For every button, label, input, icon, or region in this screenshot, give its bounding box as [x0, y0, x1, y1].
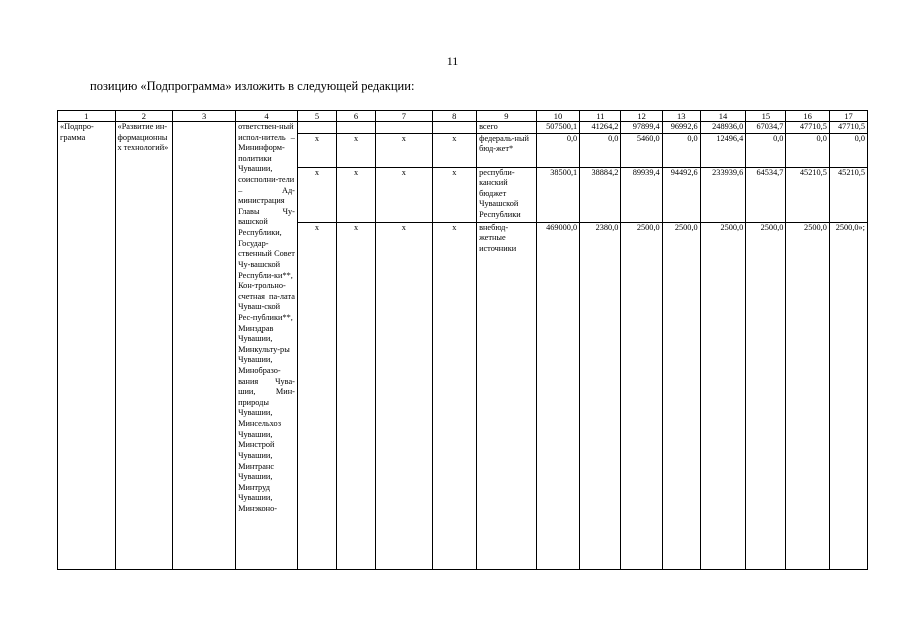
value-cell: 507500,1 [536, 122, 579, 134]
cell-x: x [297, 133, 336, 167]
value-cell: 2500,0 [746, 222, 786, 569]
value-cell: 233939,6 [700, 167, 746, 222]
value-cell: 0,0 [786, 133, 829, 167]
header-cell: 3 [173, 111, 236, 122]
value-cell: 64534,7 [746, 167, 786, 222]
cell-x: x [297, 222, 336, 569]
program-label: «Подпро-грамма [58, 122, 116, 570]
value-cell: 2500,0 [786, 222, 829, 569]
header-cell: 9 [477, 111, 537, 122]
value-cell: 469000,0 [536, 222, 579, 569]
cell-x: x [337, 222, 376, 569]
value-cell: 5460,0 [621, 133, 662, 167]
header-cell: 1 [58, 111, 116, 122]
header-cell: 8 [432, 111, 477, 122]
table-row [58, 122, 868, 134]
value-cell: 12496,4 [700, 133, 746, 167]
value-cell: 0,0 [580, 133, 621, 167]
cell-x [337, 122, 376, 134]
value-cell: 47710,5 [829, 122, 867, 134]
funding-source: республи-канский бюджет Чувашской Республики [477, 167, 537, 222]
executors-cell [236, 122, 298, 570]
value-cell: 67034,7 [746, 122, 786, 134]
funding-source: федераль-ный бюд-жет* [477, 133, 537, 167]
value-cell: 0,0 [662, 133, 700, 167]
cell-x: x [432, 133, 477, 167]
funding-source: внебюд-жетные источники [477, 222, 537, 569]
value-cell: 248936,0 [700, 122, 746, 134]
page-number: 11 [446, 54, 459, 68]
header-cell: 17 [829, 111, 867, 122]
header-cell: 10 [536, 111, 579, 122]
program-col3 [173, 122, 236, 570]
value-cell: 0,0 [746, 133, 786, 167]
value-cell: 2500,0 [700, 222, 746, 569]
intro-text: позицию «Подпрограмма» изложить в следующей редакции: [90, 79, 415, 93]
cell-x: x [432, 222, 477, 569]
value-cell: 38500,1 [536, 167, 579, 222]
program-name: «Развитие ин-формационных технологий» [115, 122, 173, 570]
header-cell: 15 [746, 111, 786, 122]
cell-x [376, 122, 432, 134]
value-cell: 0,0 [536, 133, 579, 167]
funding-source: всего [477, 122, 537, 134]
cell-x: x [337, 133, 376, 167]
cell-x: x [376, 133, 432, 167]
value-cell: 38884,2 [580, 167, 621, 222]
header-cell: 11 [580, 111, 621, 122]
value-cell: 45210,5 [786, 167, 829, 222]
cell-x [432, 122, 477, 134]
executors-text: ответствен-ный испол-нитель – Мининформ-политики Чувашии, соисполни-тели – Ад-министрация Главы Чу-вашской Республики, Государ-ственный Совет Чу-вашской Республи-ки**, Кон-трольно-счетная па-лата Чуваш-ской Рес-публики**, Минздрав Чувашии, Минкульту-ры Чувашии, Минобразо-вания Чува-шии, Мин-природы Чувашии, Минсельхоз Чувашии, Минстрой Чувашии, Минтранс Чувашии, Минтруд Чувашии, Минэконо- [238, 122, 295, 513]
value-cell: 47710,5 [786, 122, 829, 134]
value-cell: 96992,6 [662, 122, 700, 134]
value-cell: 2500,0 [621, 222, 662, 569]
header-cell: 7 [376, 111, 432, 122]
header-cell: 2 [115, 111, 173, 122]
cell-x: x [376, 222, 432, 569]
cell-x [297, 122, 336, 134]
program-table [57, 110, 868, 570]
header-cell: 6 [337, 111, 376, 122]
cell-x: x [297, 167, 336, 222]
value-cell: 2500,0»; [829, 222, 867, 569]
header-cell: 14 [700, 111, 746, 122]
cell-x: x [337, 167, 376, 222]
header-cell: 16 [786, 111, 829, 122]
value-cell: 89939,4 [621, 167, 662, 222]
header-cell: 12 [621, 111, 662, 122]
cell-x: x [376, 167, 432, 222]
value-cell: 97899,4 [621, 122, 662, 134]
cell-x: x [432, 167, 477, 222]
value-cell: 94492,6 [662, 167, 700, 222]
value-cell: 2380,0 [580, 222, 621, 569]
value-cell: 41264,2 [580, 122, 621, 134]
value-cell: 2500,0 [662, 222, 700, 569]
header-row [58, 111, 868, 122]
header-cell: 13 [662, 111, 700, 122]
header-cell: 5 [297, 111, 336, 122]
value-cell: 0,0 [829, 133, 867, 167]
header-cell: 4 [236, 111, 298, 122]
value-cell: 45210,5 [829, 167, 867, 222]
